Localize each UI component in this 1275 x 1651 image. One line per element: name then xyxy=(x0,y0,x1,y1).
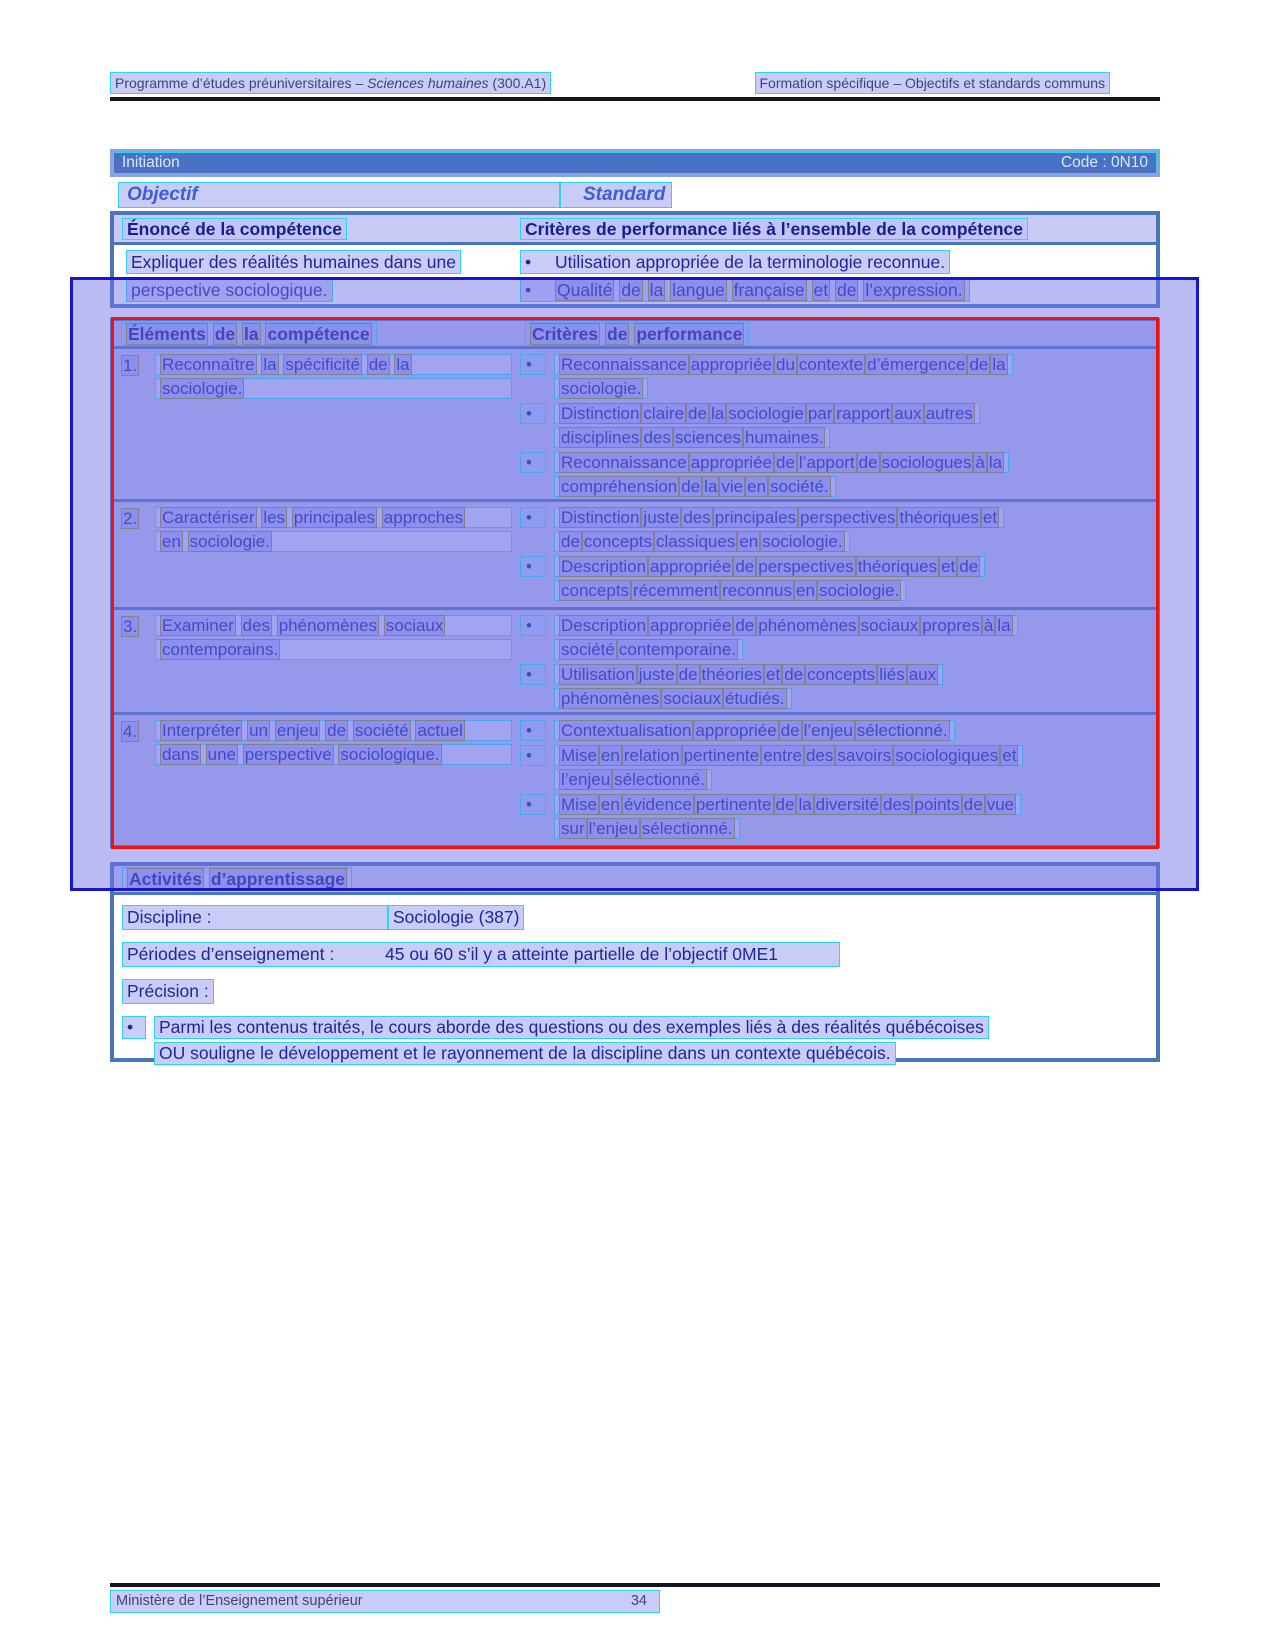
course-code: Code : 0N10 xyxy=(1060,154,1148,171)
bullet-icon: • xyxy=(520,403,546,424)
periodes-value: 45 ou 60 s’il y a atteinte partielle de l’objectif 0ME1 xyxy=(385,944,779,964)
element-line: contemporains. xyxy=(155,639,512,660)
criterion-line: Contextualisation appropriée de l’enjeu sélectionné. xyxy=(554,720,955,741)
criteres-header: Critères de performance xyxy=(525,322,749,346)
discipline-value: Sociologie (387) xyxy=(388,905,524,930)
element-row xyxy=(113,349,1157,502)
activites-title: Activités d’apprentissage xyxy=(122,867,352,891)
bullet-icon: • xyxy=(520,354,546,375)
criterion xyxy=(520,720,1151,744)
footer-left: Ministère de l’Enseignement supérieur xyxy=(116,1593,363,1609)
bullet-icon: • xyxy=(520,794,546,815)
element-row xyxy=(113,610,1157,715)
criterion-line: Utilisation juste de théories et de concepts liés aux xyxy=(554,664,943,685)
criteres-ensemble-cell xyxy=(520,250,970,306)
criterion xyxy=(520,794,1151,842)
course-title: Initiation xyxy=(122,154,180,171)
bullet-icon: • xyxy=(520,556,546,577)
bullet-icon: • xyxy=(525,252,532,272)
enonce-cell xyxy=(126,250,461,306)
bullet-icon: • xyxy=(122,1016,146,1039)
criteres-ensemble-header: Critères de performance liés à l’ensemble de la compétence xyxy=(520,218,1028,240)
header-left-text xyxy=(110,72,551,94)
element-line: Caractériser les principales approches xyxy=(155,507,512,528)
header-rule xyxy=(110,97,1160,101)
criterion xyxy=(520,745,1151,793)
objectif-label: Objectif xyxy=(118,182,560,208)
criterion-line: Description appropriée de phénomènes sociaux propres à la xyxy=(554,615,1018,636)
bullet-icon: • xyxy=(520,507,546,528)
criterion-line: société contemporaine. xyxy=(554,639,743,660)
header-left-italic: Sciences humaines xyxy=(367,75,489,91)
criterion-line: sur l’enjeu sélectionné. xyxy=(554,818,740,839)
page-number: 34 xyxy=(630,1593,647,1609)
competence-table-body xyxy=(114,245,1156,301)
criterion-line: Mise en relation pertinente entre des savoirs sociologiques et xyxy=(554,745,1023,766)
criterion-line: concepts récemment reconnus en sociologie. xyxy=(554,580,906,601)
course-band xyxy=(110,149,1160,177)
criterion xyxy=(520,664,1151,712)
criterion-line: de concepts classiques en sociologie. xyxy=(554,531,850,552)
activites-table xyxy=(110,862,1160,1062)
criterion xyxy=(520,403,1151,451)
element-line: en sociologie. xyxy=(155,531,512,552)
criterion-line: • Utilisation appropriée de la terminologie reconnue. xyxy=(520,250,950,274)
elements-table-header xyxy=(113,321,1157,349)
element-row xyxy=(113,715,1157,843)
criterion-line: Description appropriée de perspectives théoriques et de xyxy=(554,556,985,577)
elements-header: Éléments de la compétence xyxy=(121,322,377,346)
element-line: Reconnaître la spécificité de la xyxy=(155,354,512,375)
element-number: 1. xyxy=(123,356,138,375)
element-line: sociologie. xyxy=(155,378,512,399)
discipline-label: Discipline : xyxy=(122,905,388,930)
header-left-pre: Programme d’études préuniversitaires – xyxy=(115,75,368,91)
course-band-line xyxy=(113,152,1157,174)
precision-row xyxy=(122,979,1148,1004)
elements-table xyxy=(110,318,1160,848)
bullet-icon: • xyxy=(520,615,546,636)
element-row xyxy=(113,502,1157,610)
criterion xyxy=(520,556,1151,604)
criterion-line: phénomènes sociaux étudiés. xyxy=(554,688,792,709)
element-line: Interpréter un enjeu de société actuel xyxy=(155,720,512,741)
page-footer xyxy=(110,1590,660,1613)
note-line: OU souligne le développement et le rayonnement de la discipline dans un contexte québécois. xyxy=(154,1042,896,1065)
header-left-post: (300.A1) xyxy=(488,75,547,91)
page-header xyxy=(110,72,1110,94)
criterion-line: Distinction claire de la sociologie par rapport aux autres xyxy=(554,403,980,424)
bullet-icon: • xyxy=(520,720,546,741)
element-number: 4. xyxy=(123,722,138,741)
note-line: Parmi les contenus traités, le cours aborde des questions ou des exemples liés à des réalités québécoises xyxy=(154,1016,989,1039)
criterion-line: sociologie. xyxy=(554,378,648,399)
criterion-line: compréhension de la vie en société. xyxy=(554,476,836,497)
activites-body xyxy=(114,895,1156,1068)
precision-note xyxy=(122,1016,1148,1068)
bullet-icon: • xyxy=(525,280,532,300)
bullet-icon: • xyxy=(520,745,546,766)
element-number: 2. xyxy=(123,509,138,528)
criterion xyxy=(520,507,1151,555)
periodes-label: Périodes d’enseignement : xyxy=(127,944,335,964)
header-right-text: Formation spécifique – Objectifs et standards communs xyxy=(755,72,1111,94)
criterion-line: Mise en évidence pertinente de la diversité des points de vue xyxy=(554,794,1021,815)
element-line: Examiner des phénomènes sociaux xyxy=(155,615,512,636)
column-labels xyxy=(118,182,672,208)
competence-table-header xyxy=(114,215,1156,245)
standard-label: Standard xyxy=(560,182,672,208)
criterion-line: Distinction juste des principales perspectives théoriques et xyxy=(554,507,1004,528)
criterion-line: Reconnaissance appropriée du contexte d’émergence de la xyxy=(554,354,1013,375)
enonce-line: Expliquer des réalités humaines dans une xyxy=(126,250,461,274)
activites-title-row xyxy=(114,866,1156,895)
bullet-icon: • xyxy=(520,452,546,473)
competence-table xyxy=(110,211,1160,308)
criterion-line: disciplines des sciences humaines. xyxy=(554,427,830,448)
criterion xyxy=(520,452,1151,500)
precision-label: Précision : xyxy=(122,979,214,1004)
criterion-line: l’enjeu sélectionné. xyxy=(554,769,712,790)
footer-rule xyxy=(110,1583,1160,1587)
enonce-line: perspective sociologique. xyxy=(126,278,333,302)
bullet-icon: • xyxy=(520,664,546,685)
criterion-line: • Qualité de la langue française et de l’expression. xyxy=(520,278,970,302)
element-number: 3. xyxy=(123,617,138,636)
element-line: dans une perspective sociologique. xyxy=(155,744,512,765)
criterion-line: Reconnaissance appropriée de l’apport de sociologues à la xyxy=(554,452,1009,473)
discipline-row xyxy=(122,905,1148,930)
enonce-header: Énoncé de la compétence xyxy=(122,218,347,240)
criterion xyxy=(520,615,1151,663)
criterion xyxy=(520,354,1151,402)
periodes-row xyxy=(122,942,1148,967)
